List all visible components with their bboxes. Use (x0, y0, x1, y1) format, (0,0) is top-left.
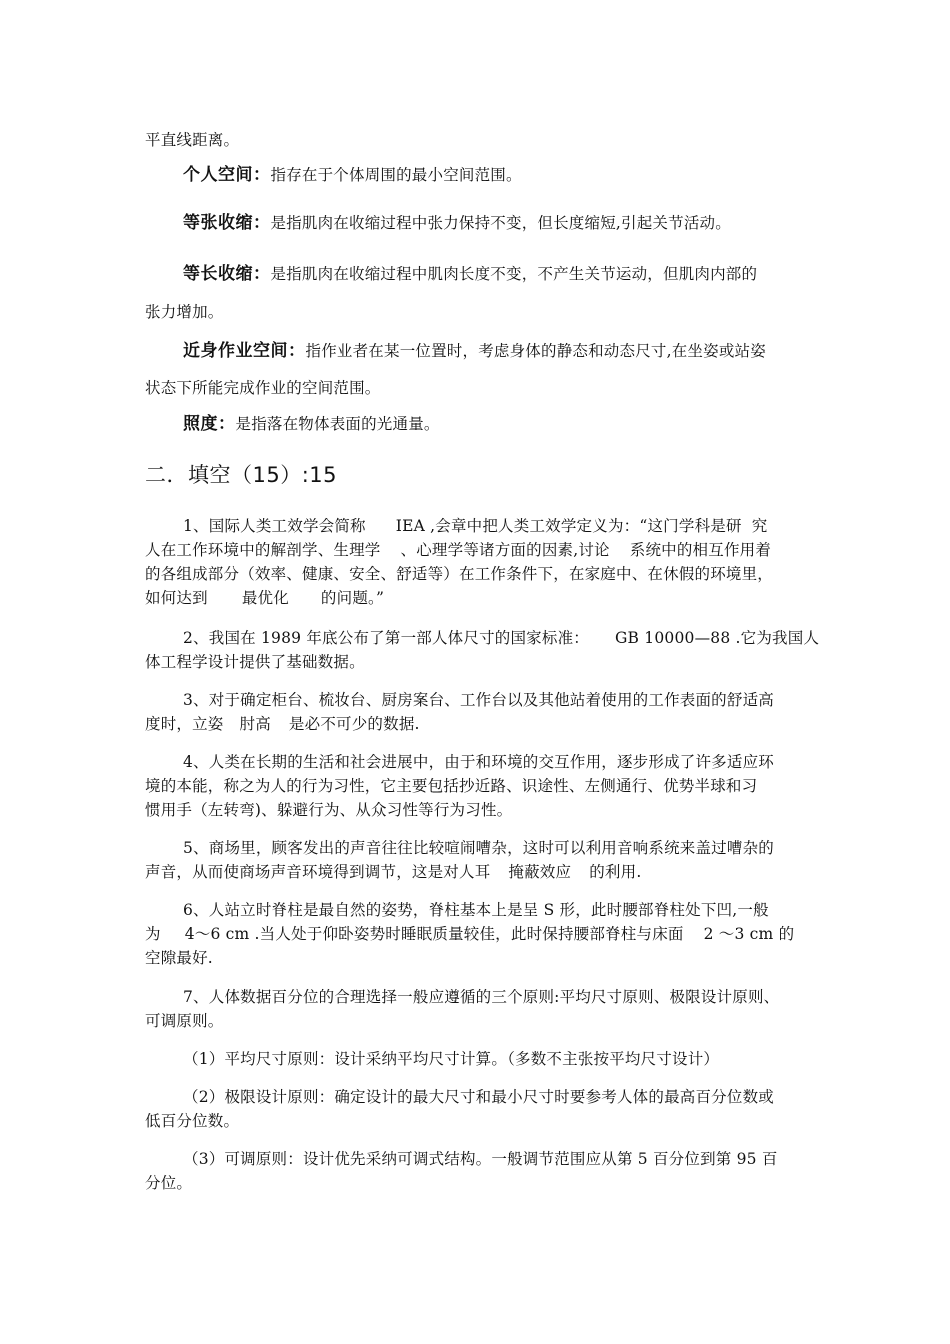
text-segment: 体工程学设计提供了基础数据。 (145, 653, 365, 671)
text-segment: 、心理学等诸方面的因素,讨论 (400, 541, 610, 559)
definition-isometric (183, 263, 757, 285)
answer-standard: GB 10000—88 .它为我国人 (614, 629, 820, 647)
principle-3-line-2 (145, 1172, 192, 1194)
text-segment: IEA ,会章中把人类工效学定义为：“这门学科是研 (395, 517, 742, 535)
definition-text: 是指肌肉在收缩过程中肌肉长度不变，不产生关节运动，但肌肉内部的 (270, 265, 758, 283)
item-3-line-1 (183, 689, 774, 711)
term-colon: ： (253, 165, 271, 185)
term-colon: ： (253, 213, 271, 233)
text-segment: 声音，从而使商场声音环境得到调节，这是对人耳 (145, 863, 491, 881)
definition-continuation (145, 129, 239, 151)
text-segment: 可调原则。 (145, 1012, 224, 1030)
item-4-line-1 (183, 751, 774, 773)
definition-text: 是指肌肉在收缩过程中张力保持不变，但长度缩短,引起关节活动。 (270, 214, 731, 232)
principle-2-line-1 (183, 1086, 774, 1108)
item-6-line-2 (145, 923, 794, 945)
definition-text: 指存在于个体周围的最小空间范围。 (270, 166, 522, 184)
text-segment: 的问题。” (320, 589, 385, 607)
item-7-line-2 (145, 1010, 224, 1032)
text-segment: 是必不可少的数据. (288, 715, 420, 733)
text-segment: 度时，立姿 (145, 715, 224, 733)
item-4-line-3 (145, 799, 512, 821)
definition-text: 张力增加。 (145, 303, 224, 321)
text-segment: 2 ～3 cm 的 (703, 925, 795, 943)
text-segment: 境的本能，称之为人的行为习性，它主要包括抄近路、识途性、左侧通行、优势半球和习 (145, 777, 758, 795)
definition-illuminance (183, 413, 440, 435)
text-segment: 如何达到 (145, 589, 208, 607)
text-segment: 空隙最好. (145, 949, 213, 967)
term-colon: ： (288, 341, 306, 361)
definition-personal-space (183, 164, 522, 186)
answer-optimization: 最优化 (241, 589, 289, 607)
term-label: 等长收缩 (183, 264, 253, 284)
text-segment: 系统中的相互作用着 (629, 541, 772, 559)
text-segment: 的利用. (589, 863, 642, 881)
definition-text: 是指落在物体表面的光通量。 (235, 415, 440, 433)
item-1-line-2 (145, 539, 771, 561)
text-segment: 3、对于确定柜台、梳妆台、厨房案台、工作台以及其他站着使用的工作表面的舒适高 (183, 691, 774, 709)
term-label: 照度 (183, 414, 218, 434)
text-segment: 为 (145, 925, 161, 943)
item-6-line-3 (145, 947, 213, 969)
principle-3-line-1 (183, 1148, 778, 1170)
term-label: 个人空间 (183, 165, 253, 185)
item-1-line-4 (145, 587, 384, 609)
term-colon: ： (218, 414, 236, 434)
section-heading: 二．填空（15）:15 (145, 463, 338, 487)
item-2-line-1 (183, 627, 819, 649)
text-segment: 分位。 (145, 1174, 193, 1192)
definition-isometric-cont (145, 301, 224, 323)
item-3-line-2 (145, 713, 420, 735)
item-4-line-2 (145, 775, 757, 797)
text-segment: 的各组成部分（效率、健康、安全、舒适等）在工作条件下，在家庭中、在休假的环境里， (145, 565, 774, 583)
text-segment: 究 (751, 517, 768, 535)
text-segment: （3）可调原则：设计优先采纳可调式结构。一般调节范围应从第 5 百分位到第 95 百 (183, 1150, 778, 1168)
term-label: 等张收缩 (183, 213, 253, 233)
item-5-line-2 (145, 861, 641, 883)
text-segment: 4～6 cm .当人处于仰卧姿势时睡眠质量较佳，此时保持腰部脊柱与床面 (184, 925, 684, 943)
item-5-line-1 (183, 837, 774, 859)
text-segment: 6、人站立时脊柱是最自然的姿势，脊柱基本上是呈 S 形，此时腰部脊柱处下凹,一般 (183, 901, 769, 919)
principle-1 (183, 1048, 719, 1070)
definition-text: 状态下所能完成作业的空间范围。 (145, 379, 381, 397)
text-segment: 2、我国在 1989 年底公布了第一部人体尺寸的国家标准： (183, 629, 589, 647)
item-6-line-1 (183, 899, 769, 921)
text-segment: 低百分位数。 (145, 1112, 240, 1130)
definition-isotonic (183, 212, 731, 234)
text-segment: 人在工作环境中的解剖学、生理学 (145, 541, 381, 559)
text-segment: 惯用手（左转弯)、躲避行为、从众习性等行为习性。 (145, 801, 513, 819)
text-segment: 1、国际人类工效学会简称 (183, 517, 366, 535)
item-1-line-1 (183, 515, 767, 537)
text-segment: （1）平均尺寸原则：设计采纳平均尺寸计算。（多数不主张按平均尺寸设计） (183, 1050, 720, 1068)
text-segment: 7、人体数据百分位的合理选择一般应遵循的三个原则:平均尺寸原则、极限设计原则、 (183, 988, 780, 1006)
definition-near-workspace (183, 340, 766, 362)
text-segment: 4、人类在长期的生活和社会进展中，由于和环境的交互作用，逐步形成了许多适应环 (183, 753, 774, 771)
item-2-line-2 (145, 651, 365, 673)
text-segment: 5、商场里，顾客发出的声音往往比较喧闹嘈杂，这时可以利用音响系统来盖过嘈杂的 (183, 839, 774, 857)
term-label: 近身作业空间 (183, 341, 288, 361)
definition-text: 指作业者在某一位置时，考虑身体的静态和动态尺寸,在坐姿或站姿 (305, 342, 766, 360)
continuation-text: 平直线距离。 (145, 131, 240, 149)
principle-2-line-2 (145, 1110, 239, 1132)
item-7-line-1 (183, 986, 779, 1008)
answer-elbow-height: 肘高 (239, 715, 271, 733)
term-colon: ： (253, 264, 271, 284)
answer-masking-effect: 掩蔽效应 (508, 863, 572, 881)
definition-near-workspace-cont (145, 377, 381, 399)
text-segment: （2）极限设计原则：确定设计的最大尺寸和最小尺寸时要参考人体的最高百分位数或 (183, 1088, 774, 1106)
item-1-line-3 (145, 563, 773, 585)
